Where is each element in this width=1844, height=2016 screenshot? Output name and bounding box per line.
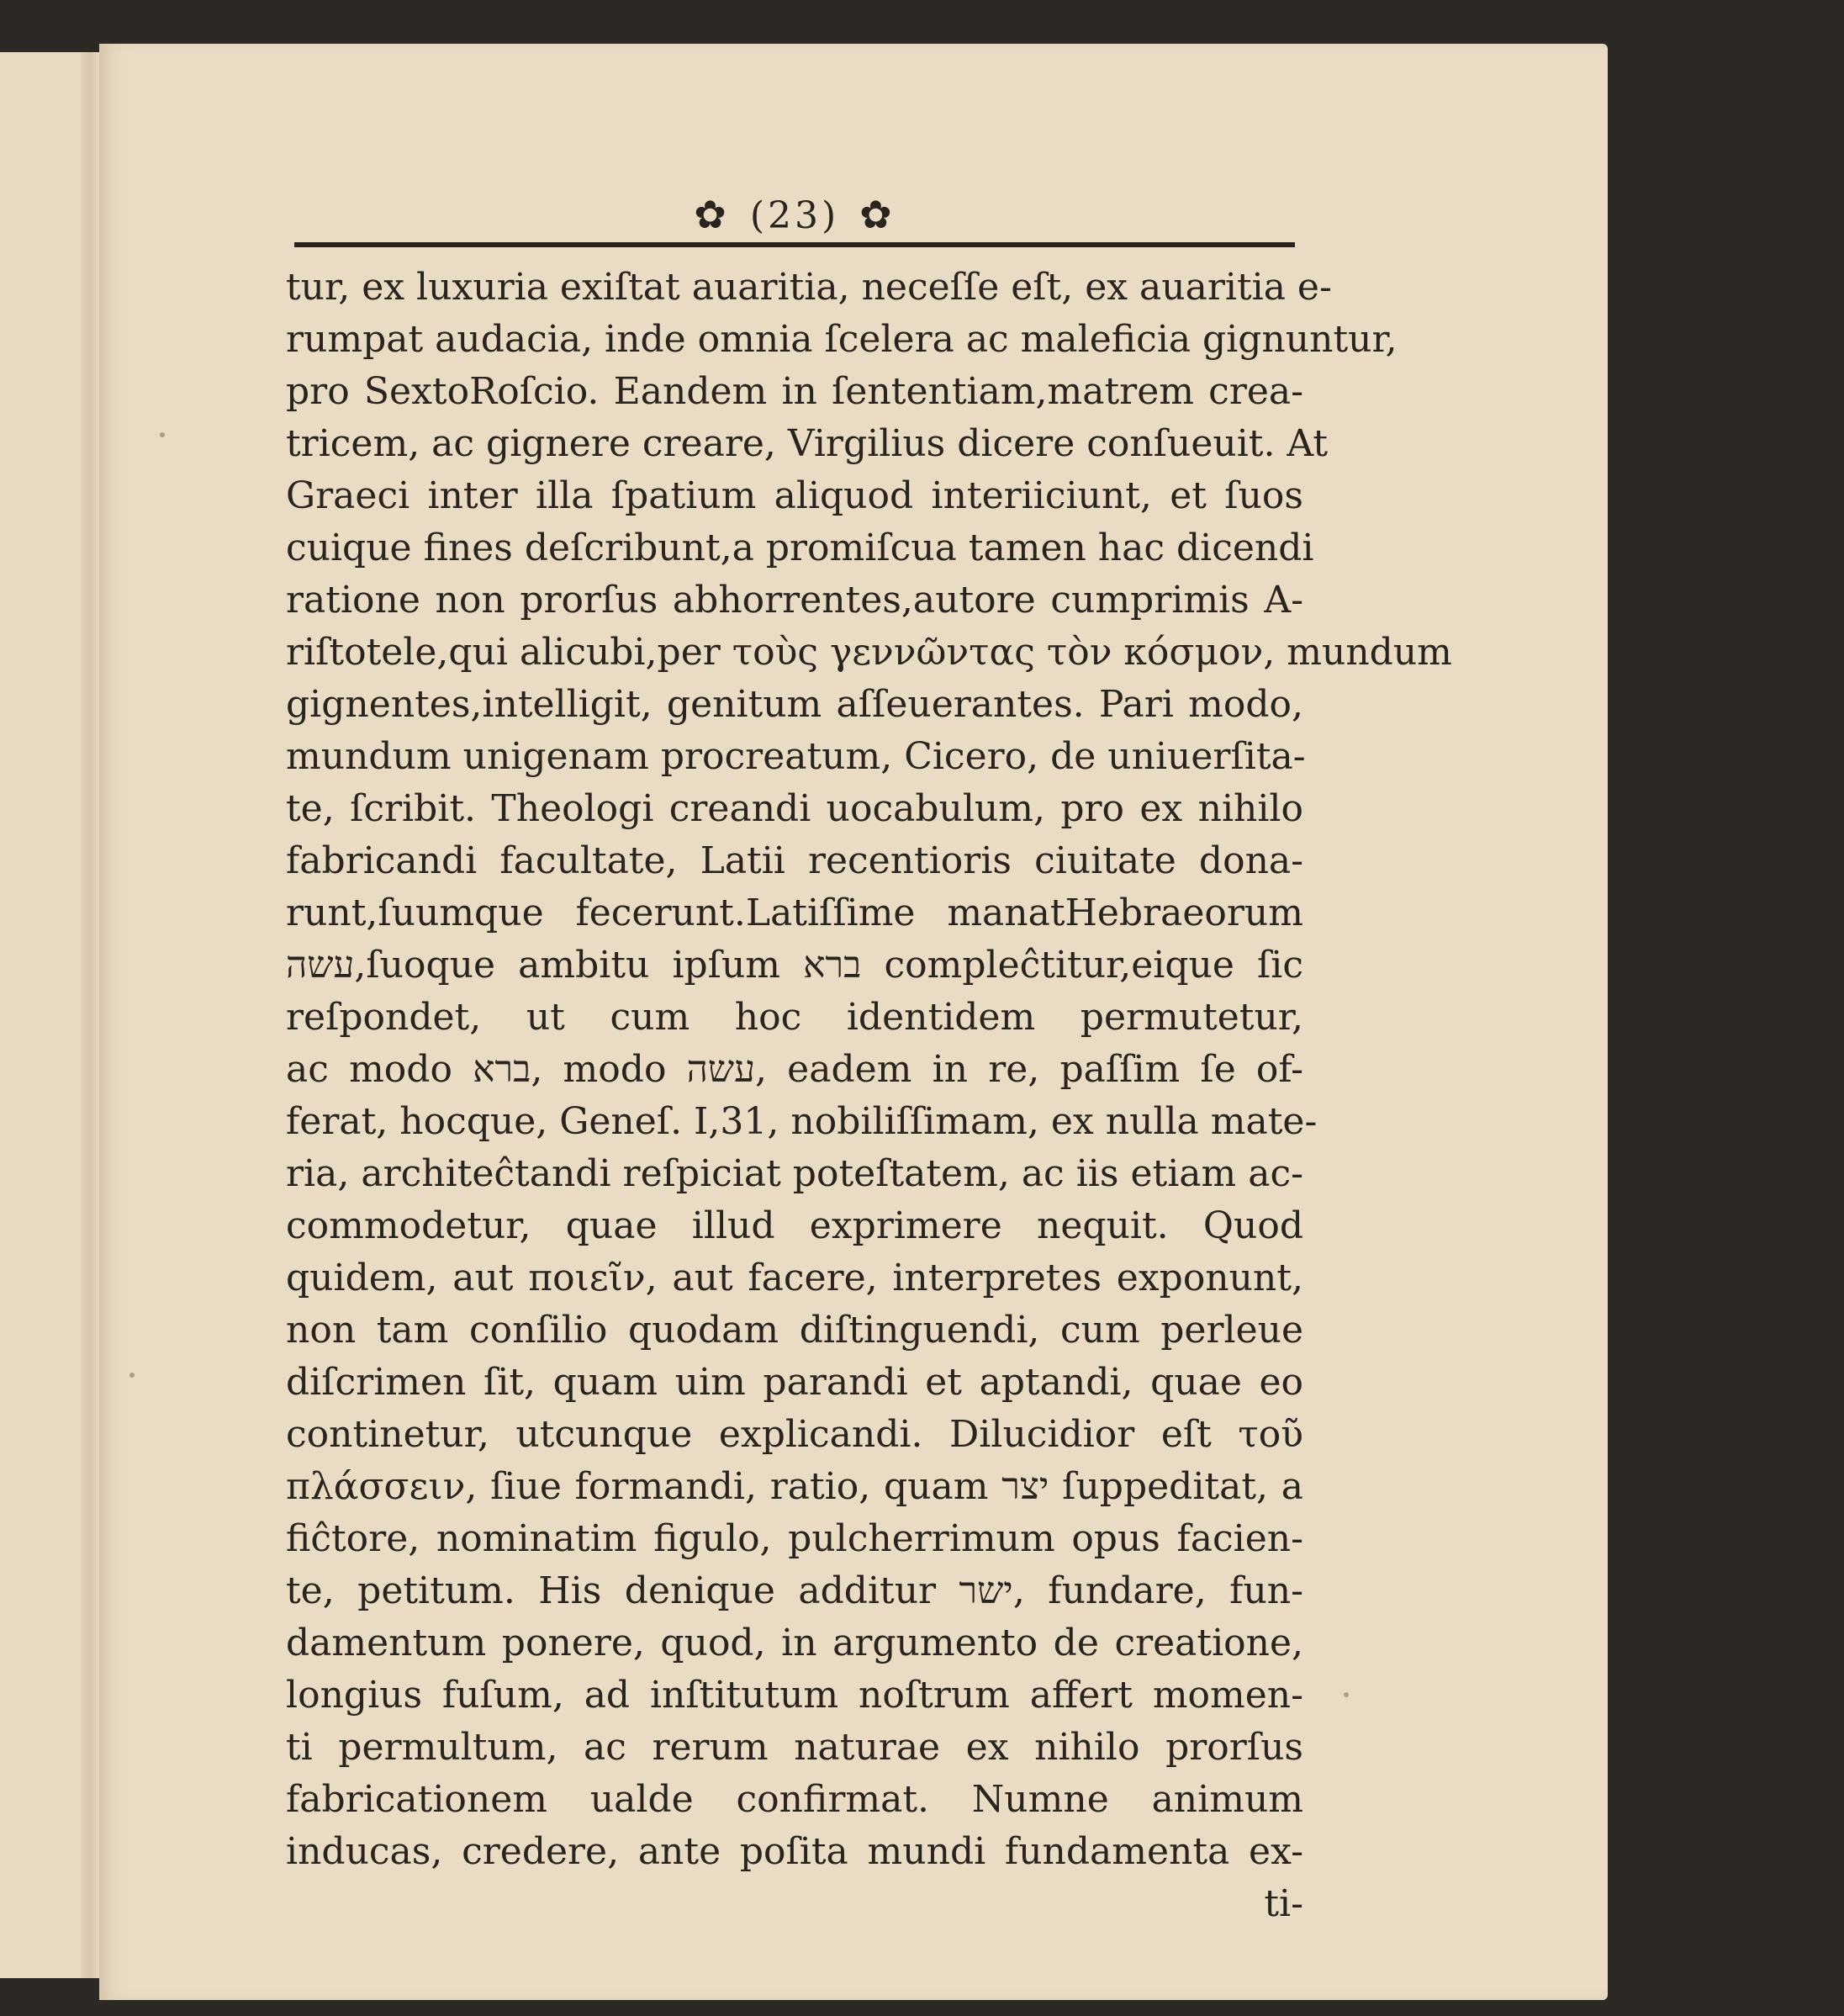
text-line: πλάσσειν, ſiue formandi, ratio, quam יצר ſuppeditat, a	[286, 1465, 1303, 1508]
text-line: runt,ſuumque fecerunt.Latiſſime manatHebraeorum	[286, 892, 1303, 934]
text-line: ria, architeĉtandi reſpiciat poteſtatem, ac iis etiam ac-	[286, 1152, 1303, 1195]
page-header	[294, 161, 1295, 254]
text-line: pro SextoRoſcio. Eandem in ſententiam,matrem crea-	[286, 370, 1303, 413]
header-rule	[294, 242, 1295, 247]
paper-speck	[160, 432, 165, 437]
text-line: damentum ponere, quod, in argumento de creatione,	[286, 1622, 1303, 1664]
left-page-edge	[0, 52, 100, 1978]
text-line: ti permultum, ac rerum naturae ex nihilo prorſus	[286, 1726, 1303, 1769]
text-line: mundum unigenam procreatum, Cicero, de uniuerſita-	[286, 735, 1306, 778]
text-line: gignentes,intelligit, genitum aſſeuerantes. Pari modo,	[286, 683, 1303, 726]
catchword: ti-	[1264, 1882, 1303, 1925]
flower-ornament-icon: ✿	[694, 192, 730, 237]
text-line: commodetur, quae illud exprimere nequit. Quod	[286, 1204, 1303, 1247]
text-line: fabricandi facultate, Latii recentioris ciuitate dona-	[286, 839, 1303, 882]
text-line: non tam conſilio quodam diſtinguendi, cum perleue	[286, 1309, 1303, 1352]
text-line: inducas, credere, ante poſita mundi fundamenta ex-	[286, 1830, 1303, 1873]
text-line: Graeci inter illa ſpatium aliquod interiiciunt, et ſuos	[286, 474, 1303, 517]
text-line: quidem, aut ποιεῖν, aut facere, interpretes exponunt,	[286, 1257, 1303, 1299]
text-line: tricem, ac gignere creare, Virgilius dicere conſueuit. At	[286, 422, 1329, 465]
text-line: ac modo ברא, modo עשה, eadem in re, paſſim ſe of-	[286, 1048, 1303, 1091]
paper-speck	[129, 1373, 135, 1378]
text-line: cuique fines deſcribunt,a promiſcua tamen hac dicendi	[286, 526, 1314, 569]
flower-ornament-icon: ✿	[859, 192, 896, 237]
paper-speck	[1344, 1692, 1349, 1697]
text-line: tur, ex luxuria exiſtat auaritia, neceſſe eſt, ex auaritia e-	[286, 266, 1332, 309]
text-line: ferat, hocque, Geneſ. I,31, nobiliſſimam, ex nulla mate-	[286, 1100, 1318, 1143]
text-line: longius fuſum, ad inſtitutum noſtrum affert momen-	[286, 1674, 1303, 1717]
text-line: continetur, utcunque explicandi. Dilucidior eſt τοῦ	[286, 1413, 1303, 1456]
text-line: te, ſcribit. Theologi creandi uocabulum, pro ex nihilo	[286, 787, 1303, 830]
text-line: diſcrimen ſit, quam uim parandi et aptandi, quae eo	[286, 1361, 1303, 1404]
text-line: reſpondet, ut cum hoc identidem permutetur,	[286, 996, 1303, 1039]
text-line: rumpat audacia, inde omnia ſcelera ac maleficia gignuntur,	[286, 318, 1398, 361]
text-line: riſtotele,qui alicubi,per τοὺς γεννῶντας τὸν κόσμον, mundum	[286, 631, 1452, 674]
book-page	[99, 44, 1608, 2000]
text-line: fabricationem ualde confirmat. Numne animum	[286, 1778, 1303, 1821]
text-line: עשה,ſuoque ambitu ipſum ברא compleĉtitur,eique ſic	[286, 944, 1303, 987]
text-line: te, petitum. His denique additur ישר, fundare, fun-	[286, 1569, 1303, 1612]
text-line: ratione non prorſus abhorrentes,autore cumprimis A-	[286, 579, 1303, 622]
body-text	[286, 264, 1452, 1938]
book-gutter	[81, 52, 99, 1978]
folio-number: (23)	[749, 194, 840, 237]
page-number	[294, 192, 1295, 237]
text-line: fiĉtore, nominatim figulo, pulcherrimum opus facien-	[286, 1517, 1303, 1560]
